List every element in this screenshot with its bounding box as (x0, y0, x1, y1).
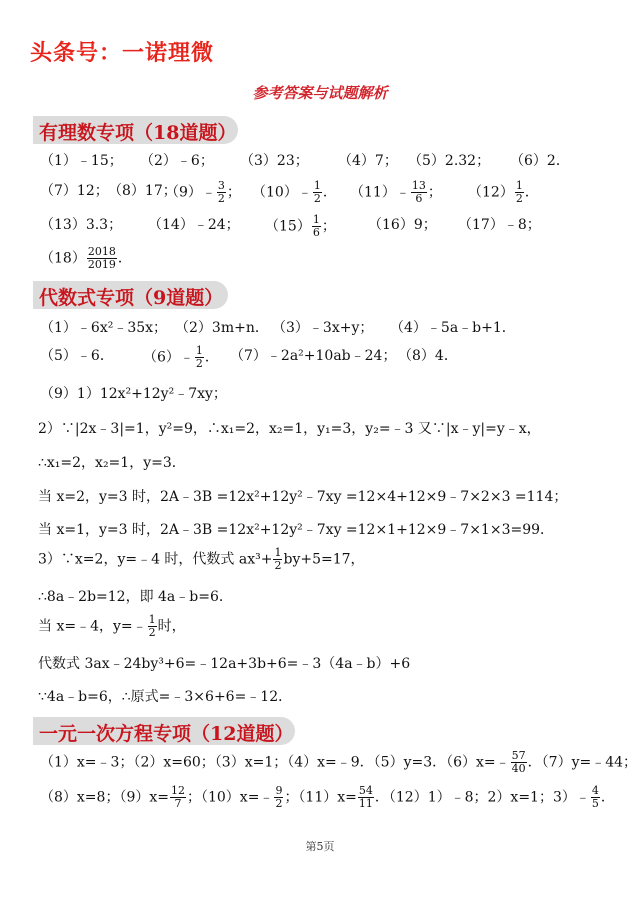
answer: ∴x₁=2，x₂=1，y=3． (38, 455, 186, 471)
answer-row (40, 785, 620, 815)
answer: （3）23； (240, 153, 309, 169)
section-title: 有理数专项（18道题） (39, 122, 237, 144)
answer-line (38, 653, 608, 683)
answer: （8）4． (398, 348, 458, 364)
answer: （14）﹣24； (148, 217, 240, 233)
page-number: 第5页 (305, 840, 335, 853)
section-header-equation (33, 717, 295, 745)
answer-line (40, 383, 600, 413)
answer-row (40, 345, 600, 375)
answer: （11）﹣ $\frac{13}{6}$ ； (350, 179, 442, 205)
answer: （10）﹣ $\frac{1}{2}$ ． (252, 179, 337, 205)
answer-line (38, 586, 608, 616)
answer: （17）﹣8； (458, 217, 541, 233)
answer: （9）1）12x²+12y²﹣7xy； (40, 386, 227, 402)
section-header-algebra (33, 281, 228, 309)
answer: （1）﹣6x²﹣35x； (40, 320, 168, 336)
section-header-rational (33, 116, 238, 144)
answer: （7）12； (40, 183, 109, 199)
answer: （5）2.32； (408, 153, 491, 169)
answer-line (38, 686, 608, 716)
answer: （15） $\frac{1}{6}$ ； (265, 213, 336, 239)
answer-row (40, 749, 638, 780)
answer: （13）3.3； (40, 217, 123, 233)
answer: ∵4a﹣b=6，∴原式=﹣3×6+6=﹣12． (38, 689, 293, 705)
answer: （1）﹣15； (40, 153, 123, 169)
section-title: 代数式专项（9道题） (39, 287, 224, 309)
answer-row (40, 180, 600, 210)
answer-row (40, 150, 600, 180)
answer: （3）﹣3x+y； (272, 320, 374, 336)
answer: 当 x=1，y=3 时，2A﹣3B =12x²+12y²﹣7xy =12×1+12×9﹣7×1×3=99． (38, 522, 555, 538)
answer: 当 x=2，y=3 时，2A﹣3B =12x²+12y²﹣7xy =12×4+12×9﹣7×2×3 =114； (38, 489, 568, 505)
answer: 代数式 3ax﹣24by³+6=﹣12a+3b+6=﹣3（4a﹣b）+6 (38, 656, 411, 672)
answer: （5）﹣6． (40, 348, 114, 364)
answer: （8）17； (108, 183, 177, 199)
answer-row (40, 214, 600, 244)
answer: （6）2． (510, 153, 570, 169)
answer: （6）﹣ $\frac{1}{2}$ ． (143, 344, 219, 370)
answer-line (38, 547, 608, 577)
brand-title: 头条号：一诺理微 (30, 41, 215, 66)
answer-row (40, 246, 340, 276)
answer: （18） $\frac{2018}{2019}$ ． (40, 245, 132, 271)
answer: ∴8a﹣2b=12，即 4a﹣b=6． (38, 589, 233, 605)
answer: 2）∵|2x﹣3|=1，y²=9，∴x₁=2，x₂=1，y₁=3，y₂=﹣3 又∵|x﹣y|=y﹣x， (38, 421, 541, 437)
answer: （8）x=8；（9）x= $\frac{12}{7}$ ；（10）x=﹣ $\frac{9}{2}$ ；（11）x= $\frac{54}{11}$ ．（12）1）﹣8；2）x=1；3）﹣ $\frac{4}{5}$ ． (40, 784, 615, 810)
answer-line (38, 418, 608, 448)
answer-line (38, 452, 608, 482)
answer: （1）x=﹣3；（2）x=60；（3）x=1；（4）x=﹣9．（5）y=3．（6）x=﹣ $\frac{57}{40}$ ．（7）y=﹣44； (40, 749, 638, 775)
answer-line (38, 519, 618, 549)
section-title: 一元一次方程专项（12道题） (39, 723, 294, 745)
answer: （7）﹣2a²+10ab﹣24； (230, 348, 397, 364)
answer-line (38, 614, 608, 644)
answer-line (38, 486, 618, 516)
answer: （2）﹣6； (140, 153, 214, 169)
answer-row (40, 317, 600, 347)
answer: （12） $\frac{1}{2}$ ． (468, 179, 539, 205)
answer: （2）3m+n． (175, 320, 269, 336)
answer: 当 x=﹣4，y=﹣ $\frac{1}{2}$ 时， (38, 613, 186, 639)
answer: （16）9； (368, 217, 437, 233)
answer: （4）7； (338, 153, 398, 169)
answer: （9）﹣ $\frac{3}{2}$ ； (165, 179, 241, 205)
page-subtitle: 参考答案与试题解析 (252, 84, 388, 102)
answer: （4）﹣5a﹣b+1． (390, 320, 516, 336)
answer: 3）∵x=2，y=﹣4 时，代数式 ax³+ $\frac{1}{2}$ by+5=17， (38, 546, 365, 572)
